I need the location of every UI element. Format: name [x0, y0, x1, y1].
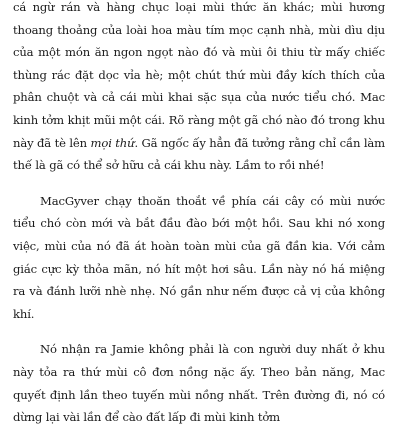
paragraph-1-italic-phrase: mọi thứ: [90, 135, 135, 150]
paragraph-2-text: MacGyver chạy thoăn thoắt về phía cái cây có mùi nước tiểu chó còn mới và bắt đầu đào bới một hồi. Sau khi nó xong việc, mùi của nó đã át hoàn toàn mùi của gã đần kia. Với cảm giác cực kỳ thỏa mãn, nó hít một hơi sâu. Lần này nó há miệng ra và đánh lưỡi nhè nhẹ. Nó gần như nếm được cả vị của không khí.: [13, 193, 385, 321]
paragraph-3-text: Nó nhận ra Jamie không phải là con người duy nhất ở khu này tỏa ra thứ mùi cô đơn nồng nặc ấy. Theo bản năng, Mac quyết định lần theo tuyến mùi nồng nhất. Trên đường đi, nó có dừng lại vài lần để cào đất lấp đi mùi kinh tởm: [13, 342, 385, 425]
paragraph-1-part-1: cá ngừ rán và hàng chục loại mùi thức ăn khác; mùi hương thoang thoảng của loài hoa màu tím mọc cạnh nhà, mùi dìu dịu của một món ăn ngon ngọt nào đó và mùi ôi thiu từ mấy chiếc thùng rác đặt dọc vỉa hè; một chút thứ mùi đầy kích thích của phân chuột và cả cái mùi khai sặc sụa của nước tiểu chó. Mac kinh tởm khịt mũi một cái. Rõ ràng một gã chó nào đó trong khu này đã tè lên: [13, 0, 385, 150]
text-column: [13, 0, 385, 442]
paragraph-3: [13, 338, 385, 428]
paragraph-1-part-3: . Gã ngốc ấy hẳn đã tưởng rằng chỉ cần làm thế là gã có thể sở hữu cả cái khu này. Lầm to rồi nhé!: [13, 135, 385, 173]
paragraph-2: [13, 190, 385, 326]
paragraph-1: [13, 0, 385, 177]
